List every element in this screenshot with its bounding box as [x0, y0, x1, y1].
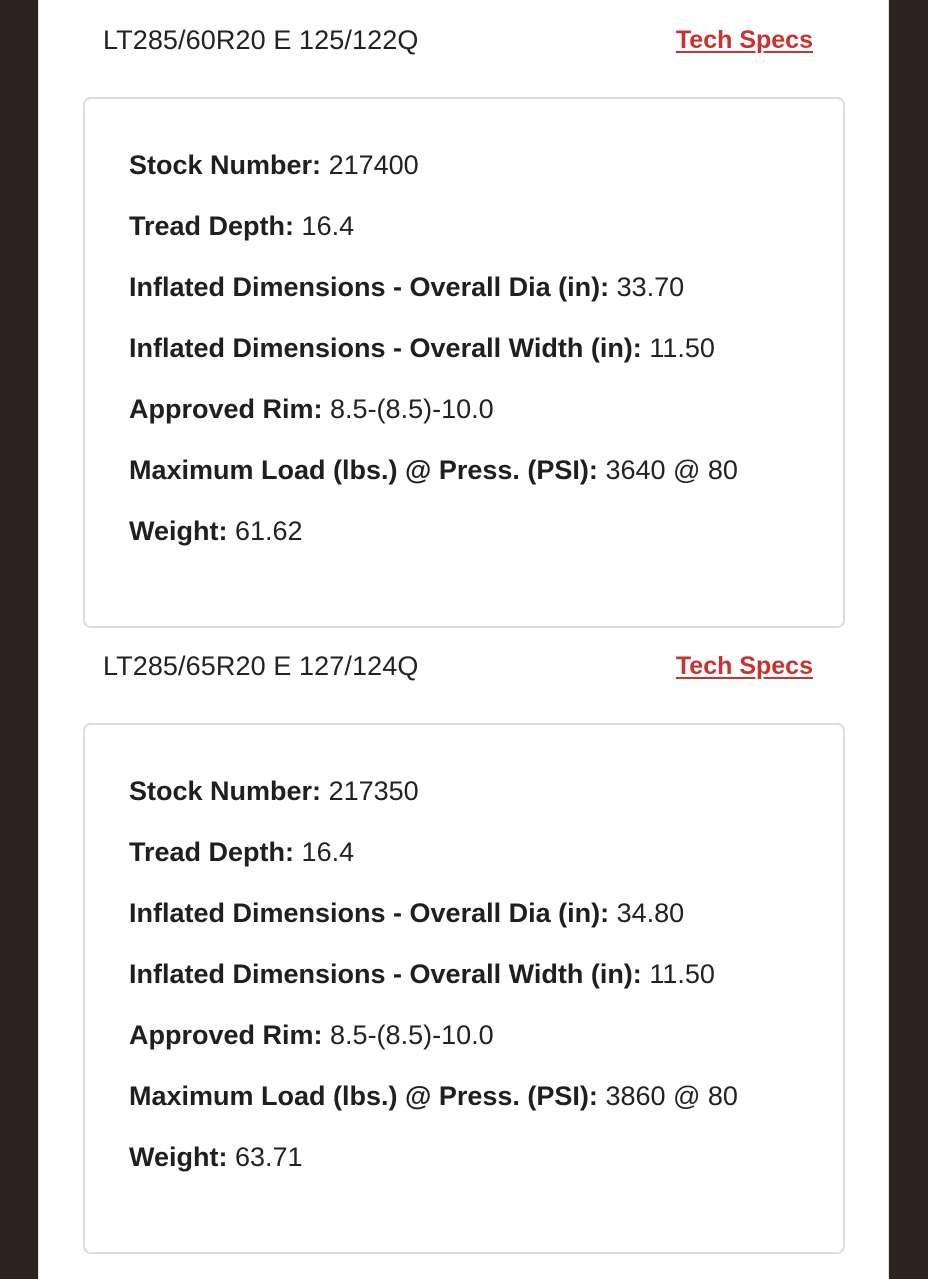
spec-label: Weight: — [129, 1142, 228, 1172]
spec-value: 61.62 — [235, 516, 303, 546]
spec-label: Weight: — [129, 516, 228, 546]
spec-label: Approved Rim: — [129, 394, 323, 424]
spec-weight — [129, 1137, 789, 1177]
spec-value: 16.4 — [301, 211, 355, 241]
spec-value: 11.50 — [649, 959, 715, 989]
tire-size-title: LT285/60R20 E 125/122Q — [103, 24, 419, 55]
spec-value: 217350 — [328, 776, 419, 806]
spec-list — [129, 771, 789, 1198]
spec-label: Stock Number: — [129, 150, 322, 180]
spec-value: 8.5-(8.5)-10.0 — [330, 394, 494, 424]
spec-list — [129, 145, 789, 572]
spec-overall-width — [129, 954, 789, 994]
spec-card — [83, 723, 845, 1254]
spec-label: Tread Depth: — [129, 211, 295, 241]
spec-max-load — [129, 450, 789, 490]
spec-label: Tread Depth: — [129, 837, 295, 867]
spec-label: Inflated Dimensions - Overall Dia (in): — [129, 898, 610, 928]
tire-size-header — [103, 20, 813, 60]
spec-overall-dia — [129, 267, 789, 307]
spec-value: 217400 — [328, 150, 419, 180]
spec-tread-depth — [129, 832, 789, 872]
tech-specs-link[interactable]: Tech Specs — [675, 25, 813, 54]
spec-value: 33.70 — [616, 272, 685, 302]
tire-specs-panel — [38, 0, 889, 1279]
spec-label: Maximum Load (lbs.) @ Press. (PSI): — [129, 1081, 598, 1111]
spec-value: 8.5-(8.5)-10.0 — [330, 1020, 494, 1050]
tire-size-header — [103, 646, 813, 686]
spec-label: Approved Rim: — [129, 1020, 323, 1050]
spec-value: 34.80 — [616, 898, 685, 928]
spec-weight — [129, 511, 789, 551]
spec-label: Stock Number: — [129, 776, 322, 806]
spec-stock-number — [129, 145, 789, 185]
spec-value: 11.50 — [649, 333, 715, 363]
tire-size-title: LT285/65R20 E 127/124Q — [103, 650, 419, 681]
spec-label: Inflated Dimensions - Overall Dia (in): — [129, 272, 610, 302]
spec-label: Maximum Load (lbs.) @ Press. (PSI): — [129, 455, 598, 485]
spec-value: 3860 @ 80 — [605, 1081, 738, 1111]
spec-overall-width — [129, 328, 789, 368]
spec-stock-number — [129, 771, 789, 811]
spec-card — [83, 97, 845, 628]
spec-approved-rim — [129, 1015, 789, 1055]
spec-overall-dia — [129, 893, 789, 933]
spec-label: Inflated Dimensions - Overall Width (in): — [129, 959, 642, 989]
tech-specs-link[interactable]: Tech Specs — [675, 651, 813, 680]
spec-tread-depth — [129, 206, 789, 246]
spec-value: 16.4 — [301, 837, 355, 867]
spec-approved-rim — [129, 389, 789, 429]
spec-value: 63.71 — [235, 1142, 303, 1172]
spec-max-load — [129, 1076, 789, 1116]
spec-label: Inflated Dimensions - Overall Width (in): — [129, 333, 642, 363]
spec-value: 3640 @ 80 — [605, 455, 738, 485]
